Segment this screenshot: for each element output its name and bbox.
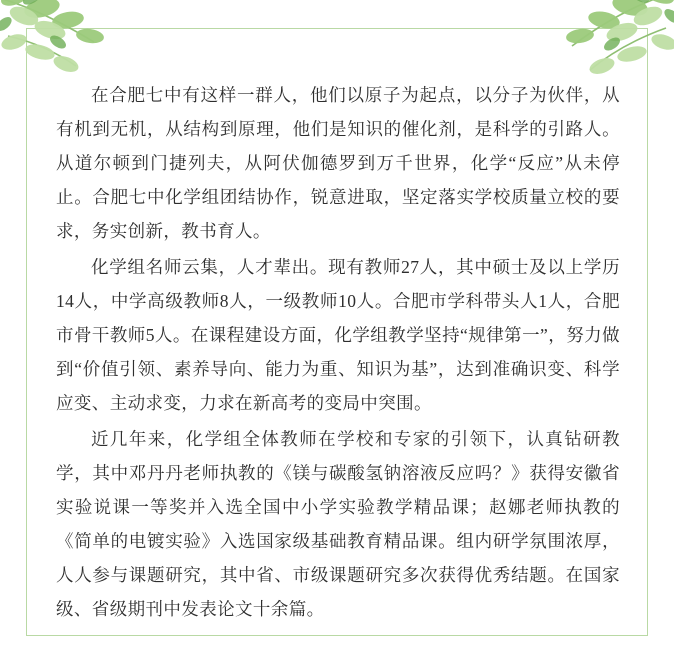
paragraph-3: 近几年来，化学组全体教师在学校和专家的引领下，认真钻研教学，其中邓丹丹老师执教的《镁与碳酸氢钠溶液反应吗？》获得安徽省实验说课一等奖并入选全国中小学实验教学精品课；赵娜老师执教的《简单的电镀实验》入选国家级基础教育精品课。组内研学氛围浓厚，人人参与课题研究，其中省、市级课题研究多次获得优秀结题。在国家级、省级期刊中发表论文十余篇。: [56, 429, 620, 619]
article-body: [56, 78, 620, 628]
paragraph-2: 化学组名师云集，人才辈出。现有教师27人，其中硕士及以上学历14人，中学高级教师8人，一级教师10人。合肥市学科带头人1人，合肥市骨干教师5人。在课程建设方面，化学组教学坚持“规律第一”，努力做到“价值引领、素养导向、能力为重、知识为基”，达到准确识变、科学应变、主动求变，力求在新高考的变局中突围。: [56, 257, 620, 413]
paragraph-1: 在合肥七中有这样一群人，他们以原子为起点，以分子为伙伴，从有机到无机，从结构到原理，他们是知识的催化剂，是科学的引路人。从道尔顿到门捷列夫，从阿伏伽德罗到万千世界，化学“反应”从未停止。合肥七中化学组团结协作，锐意进取，坚定落实学校质量立校的要求，务实创新，教书育人。: [56, 85, 620, 241]
